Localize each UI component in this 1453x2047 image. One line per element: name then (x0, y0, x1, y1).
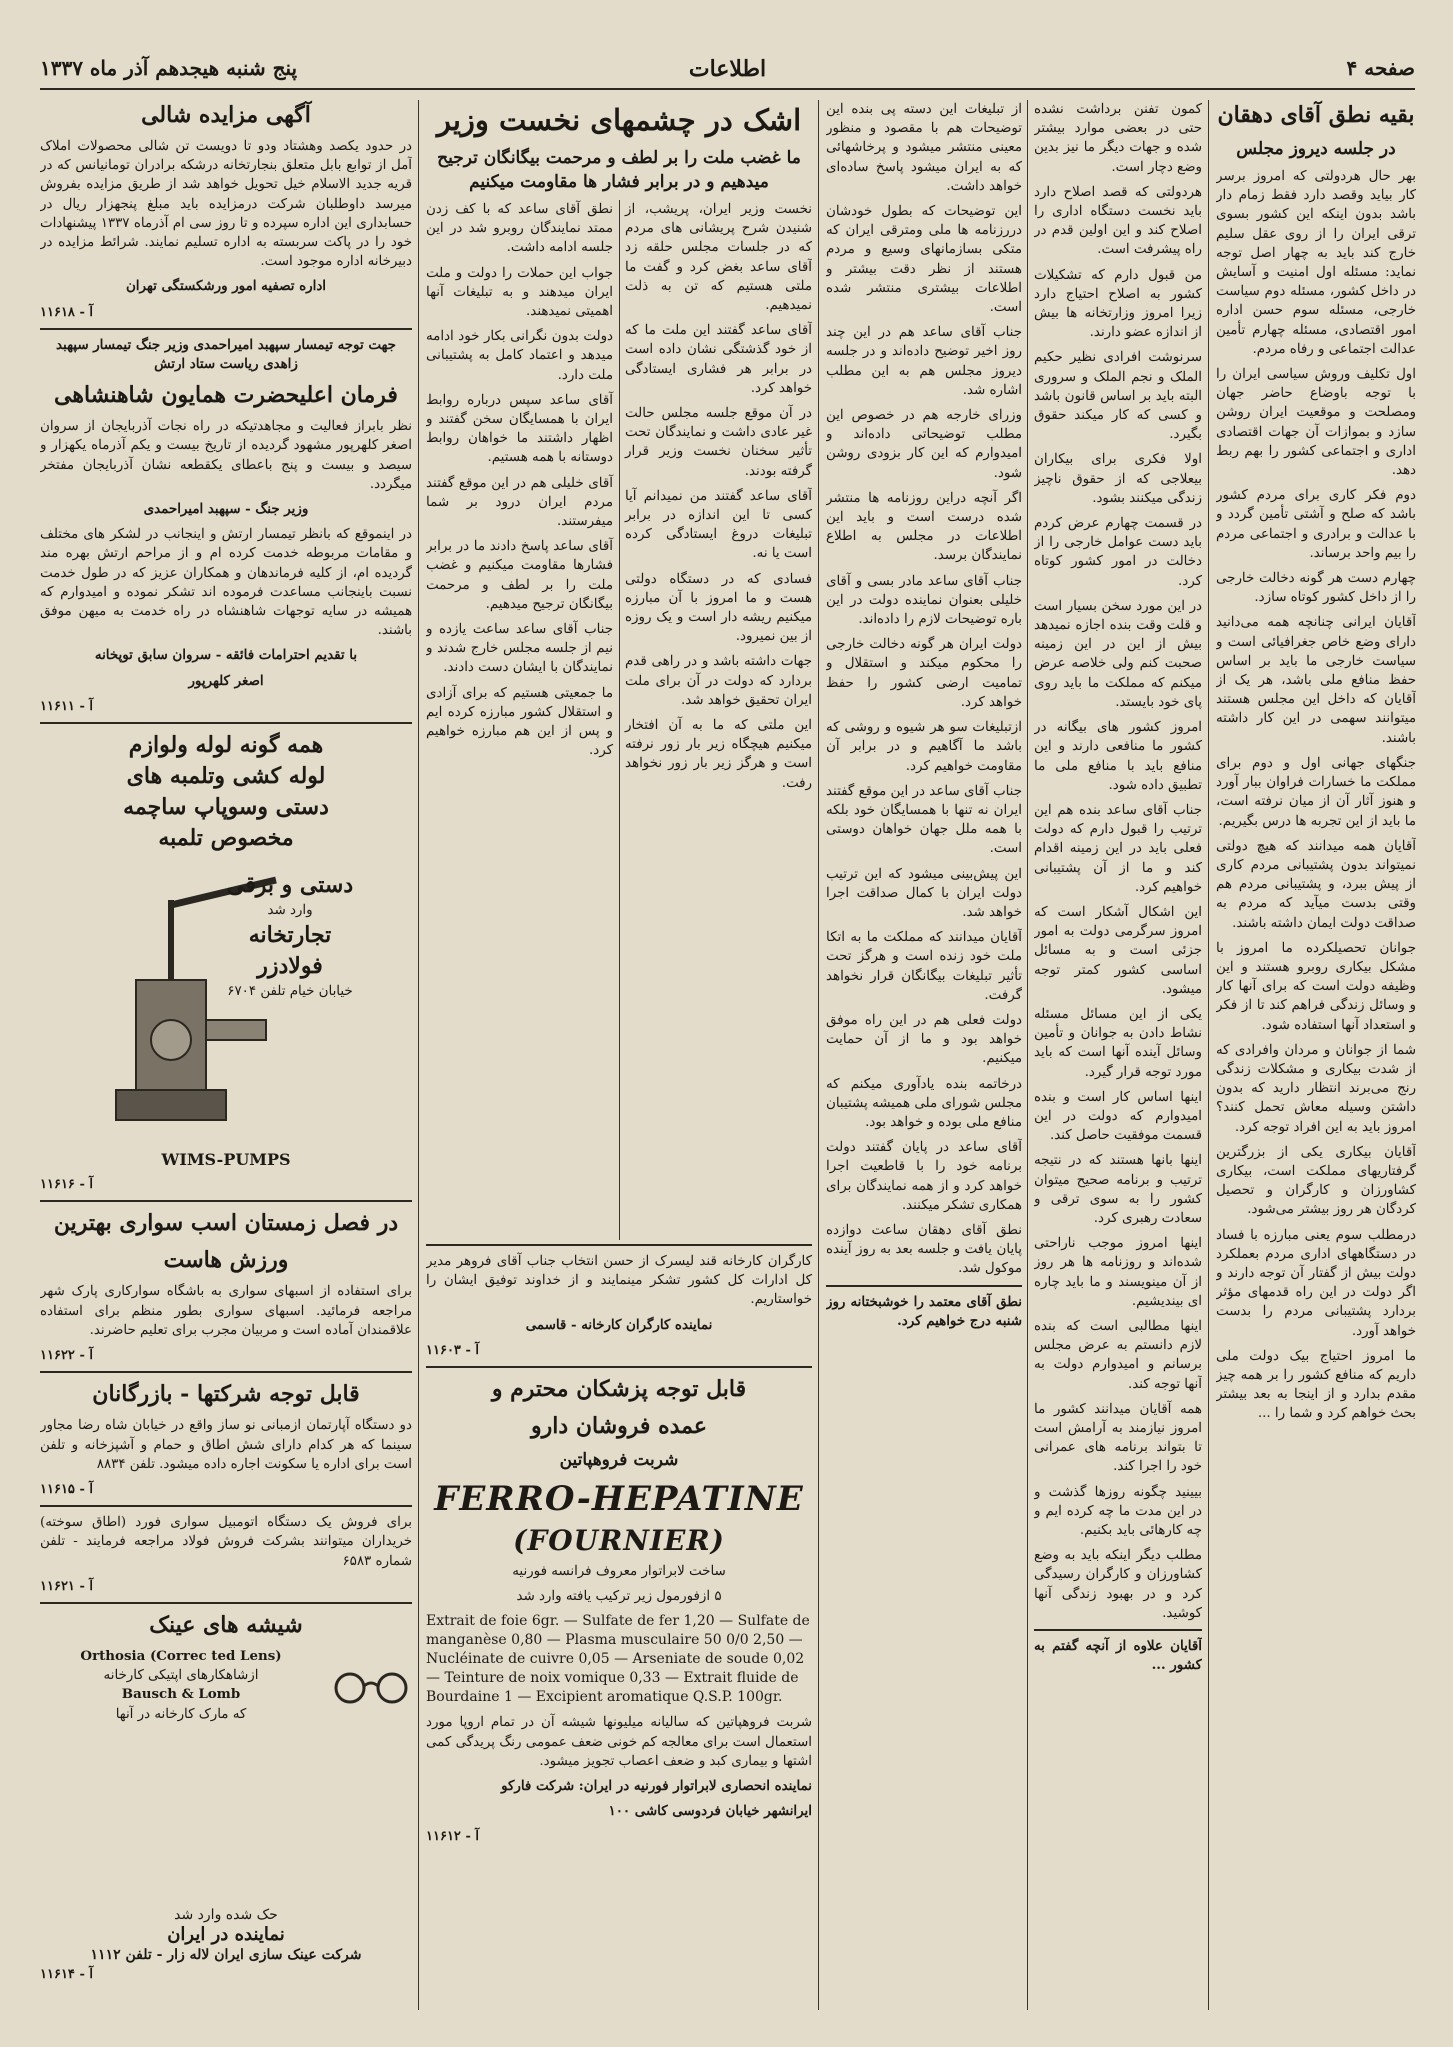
paragraph: جناب آقای ساعد بنده هم این ترتیب را قبول دارم که دولت فعلی باید در این زمینه اقدام کند و ما از آن پشتیبانی خواهیم کرد. (1034, 802, 1202, 895)
ad-code: آ - ۱۱۶۲۲ (40, 1348, 93, 1364)
paragraph: آقایان علاوه از آنچه گفتم به کشور ... (1034, 1638, 1202, 1674)
paragraph: جناب آقای ساعد مادر بسی و آقای خلیلی بعنوان نماینده دولت در این باره توضیحات لازم را داده‌اند. (826, 573, 1022, 628)
paragraph: بهر حال هردولتی که امروز برسر کار بیاید وقصد دارد فقط زمام دار باشد بدون اینکه این کشور بسوی ترقی ایران را از روی عقل سلیم خارج کند باید به چهار اصل توجه نماید: مسئله اول امنیت و آسایش در داخل کشور، مسئله دوم سیاست خارجی، مسئله سوم حسن اداره امور اقتصادی، مسئله چهارم تأمین عدالت اجتماعی و رفاه مردم. (1216, 169, 1416, 357)
paragraph: نطق آقای دهقان ساعت دوازده پایان یافت و جلسه بعد به روز آینده موکول شد. (826, 1222, 1022, 1277)
column-divider (818, 100, 819, 2010)
column-prime-minister (426, 100, 812, 2010)
ad-text: برای فروش یک دستگاه اتومبیل سواری فورد (اطاق سوخته) خریداران میتوانند بشرکت فروش فولاد مراجعه فرمایند - تلفن شماره ۶۵۸۳ (40, 1515, 412, 1569)
pump-illustration-area (40, 860, 412, 1150)
ad-pipes-pumps (40, 722, 412, 1194)
ad-text: نماینده انحصاری لابراتوار فورنیه در ایران: شرکت فارکو (501, 1778, 812, 1795)
paragraph: جهات داشته باشد و در راهی قدم بردارد که دولت در آن برای ملت ایران تحقیق خواهد شد. (625, 654, 812, 708)
lens-brand-row (40, 1647, 412, 1724)
paragraph: اول تکلیف وروش سیاسی ایران را با توجه باوضاع حاضر جهان ومصلحت و موقعیت ایران روشن سازد و بموازات آن جهات اقتصادی اداری و اجتماعی کشور را بهم ربط دهد. (1216, 367, 1416, 479)
paragraph: شما از جوانان و مردان وافرادی که از شدت بیکاری و مشکلات زندگی رنج می‌برند انتظار دارید که بدون داشتن وسیله معاش تحمل کنند؟ امروز باید به این افراد توجه کرد. (1216, 1042, 1416, 1135)
paragraph: جناب آقای ساعد در این موقع گفتند ایران نه تنها با همسایگان خود بلکه با همه ملل جهان خواهان دوستی است. (826, 783, 1022, 857)
paragraph: آقایان ایرانی چنانچه همه می‌دانید دارای وضع خاص جغرافیائی است و سیاست خارجی ما باید بر اساس حفظ منافع ملی باشد، هر یک از آقایان که داخل این مجلس هستند میتوانند سهمی در این کار داشته باشند. (1216, 615, 1416, 746)
ad-apartments (40, 1371, 412, 1499)
paragraph: هردولتی که قصد اصلاح دارد باید نخست دستگاه اداری را اصلاح کند و این اولین قدم در راه پیشرفت است. (1034, 184, 1202, 258)
ad-text: دو دستگاه آپارتمان ازمبانی نو ساز واقع در خیابان شاه رضا مجاور سینما که هر کدام دارای شش اطاق و حمام و آشپزخانه و تلفن است برای اداره یا سکونت اجاره داده میشود. تلفن ۸۸۳۴ (40, 1418, 412, 1472)
ad-text: در اینموقع که بانظر تیمسار ارتش و اینجانب در لشکر های مختلف و مقامات مربوطه خدمت کرده ام و از مراحم ارتش بهره مند گردیده ام، از کلیه فرماندهان و همکاران عزیز که در طول خدمت نسبت باینجانب مساعدت فرموده اند تشکر نموده و امیدوارم که همیشه در سایه توجهات شاهنشاه در راه خدمت به میهن موفق باشند. (40, 527, 412, 639)
ad-title: قابل توجه شرکتها - بازرگانان (92, 1381, 360, 1408)
paragraph: جنگهای جهانی اول و دوم برای مملکت ما خسارات فراوان ببار آورد و هنوز آثار آن از میان نرفته است، ما باید از این تجربه ها درس بگیریم. (1216, 755, 1416, 829)
ad-title: در فصل زمستان اسب سواری بهترین (53, 1210, 399, 1237)
paragraph: بیینید چگونه روزها گذشت و در این مدت ما چه کرده ایم و چه کارهائی باید بکنیم. (1034, 1484, 1202, 1539)
notice-text: کارگران کارخانه قند لیسرک از حسن انتخاب جناب آقای فروهر مدیر کل ادارات کل کشور تشکر مینمایند و از خداوند توفیق ایشان را خواستاریم. (426, 1254, 812, 1308)
ad-text: وارد شد (267, 903, 313, 919)
ad-code: آ - ۱۱۶۱۶ (40, 1177, 93, 1193)
paragraph: چهارم دست هر گونه دخالت خارجی را از داخل کشور کوتاه سازد. (1216, 571, 1416, 606)
paragraph: اینها بانها هستند که در نتیجه ترتیب و برنامه صحیح میتوان کشور را به سوی ترقی و سعادت رهبری کرد. (1034, 1153, 1202, 1226)
ad-car-sale (40, 1505, 412, 1596)
ad-representative: نماینده در ایران (167, 1924, 285, 1945)
paragraph: سرنوشت افرادی نظیر حکیم الملک و نجم الملک و سروری البته باید بر اساس قانون باشد و کسی که کار میکند حقوق بگیرد. (1034, 350, 1202, 443)
ad-code: آ - ۱۱۶۱۴ (40, 1967, 93, 1982)
paragraph: اینها اساس کار است و بنده امیدوارم که دولت در این قسمت موفقیت حاصل کند. (1034, 1089, 1202, 1144)
pump-brand: WIMS-PUMPS (161, 1150, 291, 1170)
paragraph: آقای ساعد پاسخ دادند ما در برابر فشارها مقاومت میکنیم و غضب ملت را بر لطف و مرحمت بیگانگان ترجیح میدهیم. (426, 539, 613, 612)
column-speech-part3 (826, 100, 1022, 2010)
paragraph: آقایان بیکاری یکی از بزرگترین گرفتاریهای مملکت است، بیکاری کشاورزان و کارگران و تحصیل کردگان هر روز بیشتر می‌شود. (1216, 1144, 1416, 1218)
ad-horse-riding (40, 1200, 412, 1365)
ad-calm-asmine (1034, 1629, 1202, 1675)
paragraph: آقایان همه میدانند که هیچ دولتی نمیتواند بدون پشتیبانی مردم کاری از پیش ببرد، و پشتیبانی مردم هم وقتی بدست میآید که مردم به صداقت دولت ایمان داشته باشند. (1216, 838, 1416, 931)
paragraph: درخاتمه بنده یادآوری میکنم که مجلس شورای ملی همیشه پشتیبان منافع ملی بوده و خواهد بود. (826, 1076, 1022, 1130)
paragraph: آقای ساعد گفتند این ملت ما که از خود گذشتگی نشان داده است در برابر هر فشاری ایستادگی خواهد کرد. (625, 323, 812, 396)
ad-signature: با تقدیم احترامات فائقه - سروان سابق توپخانه (94, 647, 358, 664)
column-speech-part2 (1034, 100, 1202, 2010)
paragraph: اینها مطالبی است که بنده لازم دانستم به عرض مجلس برسانم و امیدوارم دولت به آنها توجه کند. (1034, 1318, 1202, 1392)
paragraph: این ملتی که ما به آن افتخار میکنیم هیچگاه زیر بار زور نرفته است و هرگز زیر بار زور نخواهد رفت. (625, 718, 812, 791)
editor-note: نطق آقای معتمد را خوشبختانه روز شنبه درج خواهیم کرد. (826, 1285, 1022, 1331)
paragraph: دولت فعلی هم در این راه موفق خواهد بود و ما از آن حمایت میکنیم. (826, 1012, 1022, 1067)
column-divider (1208, 100, 1209, 2010)
column-speech-continued (1216, 100, 1416, 2010)
ad-title: آگهی مزایده شالی (141, 102, 311, 128)
ad-title: همه گونه لوله ولوازم (128, 732, 324, 759)
paragraph: جواب این حملات را دولت و ملت ایران میدهند و به تبلیغات آنها اهمیتی نمیدهند. (426, 265, 613, 320)
ad-text: در حدود یکصد وهشتاد ودو تا دویست تن شالی محصولات املاک آمل از توابع بابل متعلق بنجارتخانه درشکه برادران تومانیانس که در قریه جدید الاسلام خیل تحویل خواهد شد از طریق مزایده بفروش میرسد داوطلبان شرکت درمزایده باید مبلغ پنجهزار ریال در حسابداری این اداره سپرده و تا روز سی ام آذرماه ۱۳۳۷ پیشنهادات خود را در پاکت سربسته به اداره تسلیم نمایند. شرائط مزایده در دبیرخانه اداره موجود است. (40, 139, 412, 270)
brand-latin: Orthosia (Correc ted Lens) (80, 1647, 282, 1664)
column-divider (418, 100, 419, 2010)
article-body (426, 200, 812, 1240)
headline: اشک در چشمهای نخست وزیر (436, 103, 802, 137)
paragraph: این اشکال آشکار است که امروز سرگرمی دولت به امور جزئی است و به مسائل اساسی کشور کمتر توجه میشود. (1034, 904, 1202, 997)
ad-code: آ - ۱۱۶۱۱ (40, 698, 93, 714)
ad-intro: جهت توجه تیمسار سپهبد امیراحمدی وزیر جنگ تیمسار سپهبد زاهدی ریاست ستاد ارتش (56, 336, 396, 373)
ad-code: آ - ۱۱۶۱۸ (40, 304, 93, 320)
paragraph: کمون تفنن برداشت نشده حتی در بعضی موارد بیشتر شده و جهات دیگر ما نیز بدین وضع دچار است. (1034, 102, 1202, 175)
paragraph: این پیش‌بینی میشود که این ترتیب دولت ایران با کمال صداقت اجرا خواهد شد. (826, 866, 1022, 920)
paragraph: دوم فکر کاری برای مردم کشور باشد که صلح و آشتی تأمین گردد و با عدالت و برادری و اجتماعی مردم را بیم واحد برساند. (1216, 488, 1416, 561)
ad-title: ورزش هاست (163, 1247, 289, 1274)
column-divider (1027, 100, 1028, 2010)
ad-text: ۵ ازفورمول زیر ترکیب یافته وارد شد (516, 1589, 722, 1605)
paragraph: در آن موقع جلسه مجلس حالت غیر عادی داشت و نمایندگان تحت تأثیر سخنان نخست وزیر قرار گرفته بودند. (625, 406, 812, 479)
paragraph: همه آقایان میدانند کشور ما امروز نیازمند به آرامش است تا بتواند برنامه های عمرانی خود را اجرا کند. (1034, 1401, 1202, 1475)
paragraph: امروز کشور های بیگانه در کشور ما منافعی دارند و این منافع باید با منافع ملی ما تطبیق داده شود. (1034, 720, 1202, 793)
article-subtitle: در جلسه دیروز مجلس (1236, 139, 1396, 159)
ad-title: قابل توجه پزشکان محترم و (491, 1376, 747, 1403)
paragraph: اینها امروز موجب ناراحتی شده‌اند و روزنامه ها هر روز از آن مینویسند و ما باید چاره ای بیندیشیم. (1034, 1236, 1202, 1309)
ad-signature: اصغر کلهرپور (188, 672, 264, 689)
paragraph: فسادی که در دستگاه دولتی هست و ما امروز با آن مبارزه میکنیم ریشه دار است و یک روزه از بین نمیرود. (625, 571, 812, 645)
ad-title: لوله کشی وتلمبه های (126, 763, 326, 790)
ad-title: عمده فروشان دارو (531, 1413, 707, 1440)
column-advertisements (40, 100, 412, 2010)
paragraph: این توضیحات که بطول خودشان دررزنامه ها ملی ومترقی ایران که متکی بسازمانهای وسیع و مردم هستند از نظر دقت بیشتر و اطلاعات بیشتری منتشر شده است. (826, 204, 1022, 316)
ad-product: شربت فروهپاتین (559, 1450, 679, 1471)
paragraph: من قبول دارم که تشکیلات کشور به اصلاح احتیاج دارد زیرا امروز وزارتخانه ها بیش از اندازه عضو دارند. (1034, 267, 1202, 341)
paragraph: از تبلیغات این دسته پی بنده این توضیحات هم با مقصود و منظور معینی منتشر میشود و پرخاشهائی که به ایران میشود پاسخ ساده‌ای خواهد داشت. (826, 102, 1022, 194)
ad-title: دستی و برقی (226, 872, 354, 899)
ad-code: آ - ۱۱۶۱۲ (426, 1829, 479, 1845)
ad-royal-decree (40, 328, 412, 716)
sub-headline: ما غضب ملت را بر لطف و مرحمت بیگانگان ترجیح میدهیم و در برابر فشار ها مقاومت میکنیم (437, 148, 801, 192)
paragraph: اولا فکری برای بیکاران بیعلاجی که از حقوق ناچیز زندگی میکنند بشود. (1034, 452, 1202, 506)
paragraph: در قسمت چهارم عرض کردم باید دست عوامل خارجی را از دخالت در امور کشور کوتاه کرد. (1034, 516, 1202, 589)
notice-signature: نماینده کارگران کارخانه - قاسمی (525, 1316, 713, 1333)
ad-code: آ - ۱۱۶۲۱ (40, 1578, 93, 1594)
paragraph: آقای خلیلی هم در این موقع گفتند مردم ایران درود بر شما میفرستند. (426, 475, 613, 530)
paragraph: جناب آقای ساعد ساعت یازده و نیم از جلسه مجلس خارج شدند و نمایندگان با ایشان دست دادند. (426, 622, 613, 676)
paragraph: دولت ایران هر گونه دخالت خارجی را محکوم میکند و استقلال و تمامیت ارضی کشور را حفظ خواهد کرد. (826, 637, 1022, 710)
ad-text: برای استفاده از اسبهای سواری به باشگاه سوارکاری پارک شهر مراجعه فرمائید. اسبهای سواری بطور منظم برای استفاده علاقمندان آماده است و مربیان مجرب برای تعلیم حاضرند. (40, 1284, 412, 1338)
ad-title: شیشه های عینک (149, 1611, 303, 1638)
paragraph: آقای ساعد گفتند من نمیدانم آیا کسی تا این اندازه در برابر تبلیغات دروغ ایستادگی کرده است یا نه. (625, 488, 812, 562)
page-header (40, 48, 1415, 90)
paragraph: ازتبلیغات سو هر شیوه و روشی که باشد ما آگاهیم و در برابر آن مقاومت خواهیم کرد. (826, 720, 1022, 774)
ad-minister: وزیر جنگ - سپهبد امیراحمدی (143, 501, 309, 518)
eyeglass-ad-footer (40, 1905, 412, 1985)
paragraph: ما جمعیتی هستیم که برای آزادی و استقلال کشور مبارزه کرده ایم و پس از این هم مبارزه خواهیم کرد. (426, 685, 613, 759)
paragraph: در این مورد سخن بسیار است و قلت وقت بنده اجازه نمیدهد بیش از این در این زمینه صحبت کنم ولی خلاصه عرض میکنم که مملکت ما باید روی پای خود بایستد. (1034, 598, 1202, 710)
ad-eyeglass-lenses (40, 1602, 412, 1724)
ad-address: ایرانشهر خیابان فردوسی کاشی ۱۰۰ (608, 1803, 812, 1820)
ad-text: نظر بابراز فعالیت و مجاهدتیکه در راه نجات آذربایجان از سروان اصغر کلهرپور مشهود گردیده از تاریخ بیست و یکم آذرماه یکهزار و سیصد و بیست و پنج باعطای یکقطعه نشان آذربایجان مفتخر میگردد. (40, 419, 412, 492)
ad-title: فولادزر (257, 953, 323, 980)
brand-latin: Bausch & Lomb (121, 1686, 241, 1703)
paragraph: آقای ساعد سپس درباره روابط ایران با همسایگان سخن گفتند و اظهار داشتند ما خواهان روابط دوستانه با همه هستیم. (426, 392, 613, 466)
ad-rice-auction (40, 100, 412, 322)
formula: Extrait de foie 6gr. — Sulfate de fer 1,20 — Sulfate de manganèse 0,80 — Plasma musculaire 50 0/0 2,50 — Nucléinate de cuivre 0,05 — Arseniate de soude 0,02 — Teinture de noix vomique 0,33 — Extrait fluide de Bourdaine 1 — Excipient aromatique Q.S.P. 100gr. (426, 1613, 810, 1706)
paragraph: اگر آنچه دراین روزنامه ها منتشر شده درست است و باید این اطلاعات در مجلس به اطلاع نمایندگان برسد. (826, 490, 1022, 564)
paragraph: دولت بدون نگرانی بکار خود ادامه میدهد و اعتماد کامل به پشتیبانی ملت دارد. (426, 329, 613, 383)
paragraph: نخست وزیر ایران، پریشب، از شنیدن شرح پریشانی های مردم که در جلسات مجلس حلقه زد آقای ساعد بغض کرد و گفت ما ملتی هستیم که تن به ذلت نمیدهیم. (625, 202, 812, 314)
ad-title: تجارتخانه (248, 922, 332, 949)
paragraph: نطق آقای ساعد که با کف زدن ممتد نمایندگان روبرو شد در این جلسه ادامه داشت. (426, 202, 613, 256)
pump-ad-text (200, 870, 380, 1001)
article-title: بقیه نطق آقای دهقان (1217, 102, 1415, 128)
ad-title: دستی وسوپاپ ساچمه (123, 794, 329, 821)
masthead: اطلاعات (688, 56, 767, 82)
ad-address: خیابان خیام تلفن ۶۷۰۴ (227, 984, 353, 1000)
notice-workers (426, 1244, 812, 1360)
ad-code: آ - ۱۱۶۰۳ (426, 1342, 479, 1358)
paragraph: جناب آقای ساعد هم در این چند روز اخیر توضیح داده‌اند و در جلسه دیروز مجلس هم به این مطلب اشاره شد. (826, 325, 1022, 398)
paragraph: وزرای خارجه هم در خصوص این مطلب توضیحاتی داده‌اند و امیدوارم که این کار بزودی روشن شود. (826, 408, 1022, 481)
paragraph: یکی از این مسائل مسئله نشاط دادن به جوانان و تأمین وسائل آینده آنها است که باید مورد توجه قرار گیرد. (1034, 1006, 1202, 1080)
issue-date: پنج شنبه هیجدهم آذر ماه ۱۳۳۷ (40, 56, 298, 80)
ad-signature: اداره تصفیه امور ورشکستگی تهران (125, 278, 327, 295)
ad-text: حک شده وارد شد (174, 1907, 278, 1923)
ad-text: شربت فروهپاتین که سالیانه میلیونها شیشه آن در تمام اروپا مورد استعمال است برای معالجه کم خونی ضعف عمومی رنگ پریدگی کمی اشتها و بیماری کبد و ضعف اعصاب تجویز میشود. (426, 1715, 812, 1769)
paragraph: درمطلب سوم یعنی مبارزه با فساد در دستگاههای اداری مردم بعملکرد دولت بیش از گفتار آن توجه دارند و اگر دولت در این راه قدمهای مؤثر بردارد پشتیبانی مردم را بدست خواهد آورد. (1216, 1227, 1416, 1339)
paragraph: مطلب دیگر اینکه باید به وضع کشاورزان و کارگران رسیدگی کرد و در بهبود زندگی آنها کوشید. (1034, 1548, 1202, 1621)
ad-text: ازشاهکارهای اپتیکی کارخانه (103, 1668, 259, 1684)
ad-text: که مارک کارخانه در آنها (115, 1706, 247, 1722)
ad-company: شرکت عینک سازی ایران لاله زار - تلفن ۱۱۱۲ (90, 1947, 362, 1963)
ad-text: ساخت لابراتوار معروف فرانسه فورنیه (512, 1564, 726, 1580)
lens-brand-text (40, 1647, 322, 1724)
product-name-latin: FERRO-HEPATINE (434, 1479, 804, 1520)
ad-title: مخصوص تلمبه (158, 825, 294, 852)
paragraph: جوانان تحصیلکرده ما امروز با مشکل بیکاری روبرو هستند و این وظیفه دولت است که برای آنها کار و وسائل زندگی فراهم کند تا از فکر و استعداد آنها استفاده شود. (1216, 940, 1416, 1033)
manufacturer-latin: (FOURNIER) (513, 1524, 725, 1558)
paragraph: آقایان میدانند که مملکت ما به اتکا ملت خود زنده است و هرگز تحت تأثیر تبلیغات بیگانگان قرار نخواهد گرفت. (826, 930, 1022, 1003)
eyeglasses-icon (330, 1662, 412, 1708)
page-number: صفحه ۴ (1346, 56, 1415, 80)
paragraph: ما امروز احتیاج بیک دولت ملی داریم که منافع کشور را بر همه چیز مقدم بدارد و از اینجا به بعد بیشتر بحث خواهم کرد و شما را ... (1216, 1348, 1416, 1422)
paragraph: آقای ساعد در پایان گفتند دولت برنامه خود را با قاطعیت اجرا خواهد کرد و از همه نمایندگان برای همکاری تشکر میکنند. (826, 1140, 1022, 1213)
ad-title: فرمان اعلیحضرت همایون شاهنشاهی (54, 382, 398, 409)
ad-code: آ - ۱۱۶۱۵ (40, 1481, 93, 1497)
ad-ferro-hepatine (426, 1366, 812, 1847)
